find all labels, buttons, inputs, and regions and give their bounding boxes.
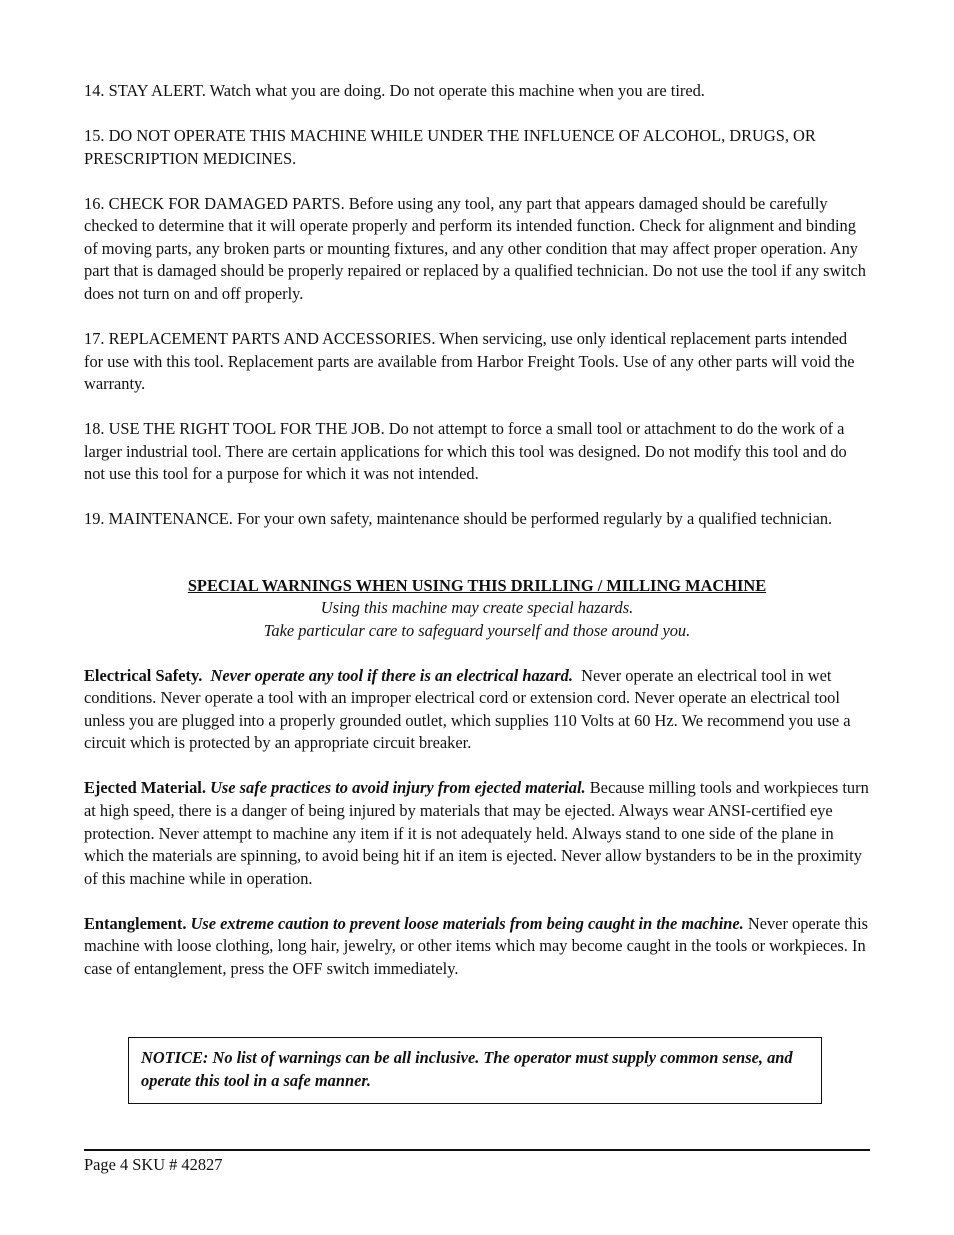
ejected-material-body: Because milling tools and workpieces turn at high speed, there is a danger of being injured by materials that may be ejected. Always wear ANSI-certified eye protection. Never attempt to machine any item if it is not adequately held. Always stand to one side of the plane in which the materials are spinning, to avoid being hit if an item is ejected. Never allow bystanders to be in the proximity of this machine while in operation. [84,778,869,888]
ejected-material-section [84,777,870,890]
safety-item-17: 17. REPLACEMENT PARTS AND ACCESSORIES. When servicing, use only identical replacement parts intended for use with this tool. Replacement parts are available from Harbor Freight Tools. Use of any other parts will void the warranty. [84,328,855,394]
special-warnings-subtitle-1: Using this machine may create special hazards. [320,598,634,618]
ejected-material-lead: Ejected Material. [84,778,206,798]
electrical-safety-emphasis: Never operate any tool if there is an electrical hazard. [210,665,573,685]
page-footer: Page 4 SKU # 42827 [84,1155,223,1174]
notice-text: NOTICE: No list of warnings can be all inclusive. The operator must supply common sense, and operate this tool in a safe manner. [141,1048,793,1090]
safety-item-19: 19. MAINTENANCE. For your own safety, maintenance should be performed regularly by a qualified technician. [84,509,833,529]
special-warnings-header [84,575,870,643]
entanglement-section [84,913,870,981]
entanglement-emphasis: Use extreme caution to prevent loose materials from being caught in the machine. [190,913,744,933]
electrical-safety-section [84,665,870,755]
special-warnings-subtitle-2: Take particular care to safeguard yourself and those around you. [263,621,691,641]
ejected-material-emphasis: Use safe practices to avoid injury from ejected material. [210,778,586,798]
safety-item-16: 16. CHECK FOR DAMAGED PARTS. Before using any tool, any part that appears damaged should be carefully checked to determine that it will operate properly and perform its intended function. Check for alignment and binding of moving parts, any broken parts or mounting fixtures, and any other condition that may affect proper operation. Any part that is damaged should be properly repaired or replaced by a qualified technician. Do not use the tool if any switch does not turn on and off properly. [84,193,866,303]
safety-item-15: 15. DO NOT OPERATE THIS MACHINE WHILE UNDER THE INFLUENCE OF ALCOHOL, DRUGS, OR PRESCRIPTION MEDICINES. [84,125,816,168]
footer-divider [84,1149,870,1151]
electrical-safety-body: Never operate an electrical tool in wet conditions. Never operate a tool with an improper electrical cord or extension cord. Never operate an electrical tool unless you are plugged into a properly grounded outlet, which supplies 110 Volts at 60 Hz. We recommend you use a circuit which is protected by an appropriate circuit breaker. [84,665,851,753]
safety-item-14: 14. STAY ALERT. Watch what you are doing. Do not operate this machine when you are tired. [84,81,705,100]
special-warnings-heading: SPECIAL WARNINGS WHEN USING THIS DRILLING / MILLING MACHINE [187,575,767,595]
entanglement-body: Never operate this machine with loose clothing, long hair, jewelry, or other items which may become caught in the tools or workpieces. In case of entanglement, press the OFF switch immediately. [84,913,869,978]
safety-item-18: 18. USE THE RIGHT TOOL FOR THE JOB. Do not attempt to force a small tool or attachment to do the work of a larger industrial tool. There are certain applications for which this tool was designed. Do not modify this tool and do not use this tool for a purpose for which it was not intended. [84,419,847,484]
electrical-safety-lead: Electrical Safety. [84,665,203,685]
document-body [84,80,870,1003]
entanglement-lead: Entanglement. [84,913,187,933]
notice-box [128,1037,822,1104]
